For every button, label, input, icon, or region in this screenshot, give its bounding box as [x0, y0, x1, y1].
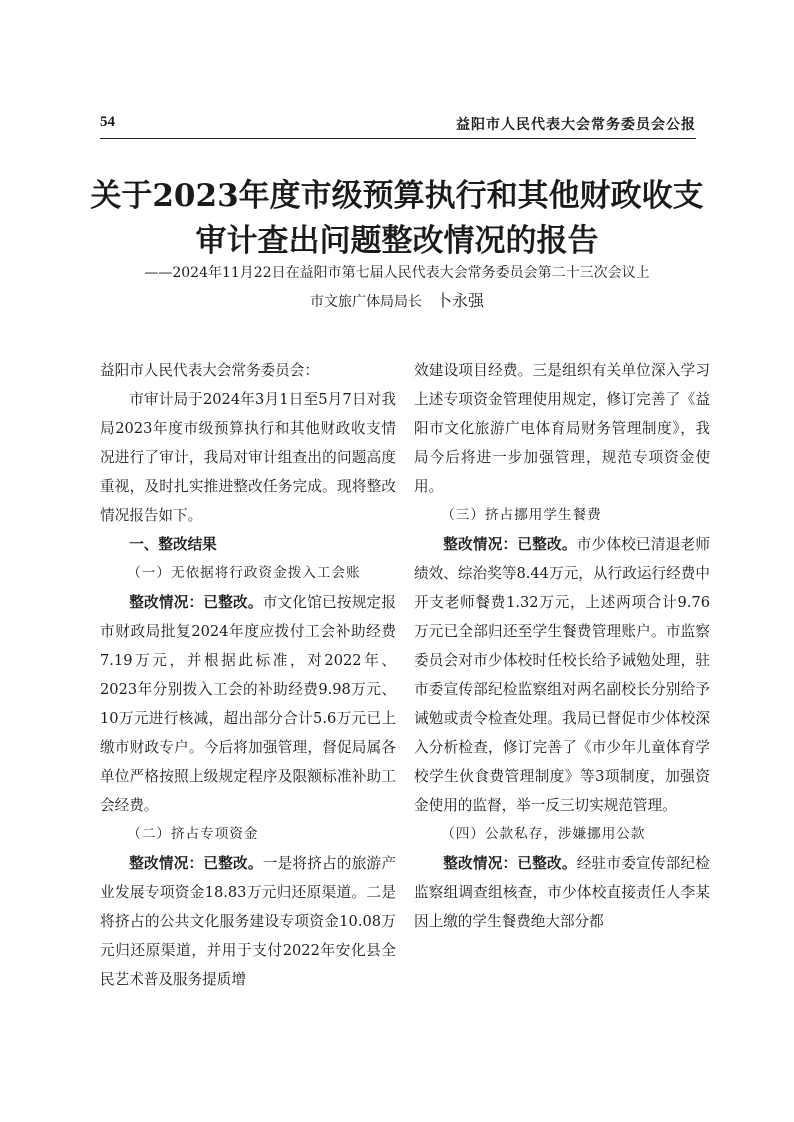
salutation: 益阳市人民代表大会常务委员会： [100, 362, 319, 379]
page-header [100, 114, 696, 138]
item-heading-3: （三）挤占挪用学生餐费 [441, 507, 602, 523]
item-paragraph-4 [414, 849, 710, 936]
item-heading-1: （一）无依据将行政资金拨入工会账 [127, 565, 361, 581]
item-text-1: 市文化馆已按规定报市财政局批复2024年度应拨付工会补助经费7.19万元，并根据此标准，对2022年、2023年分别拨入工会的补助经费9.98万元、10万元进行核减，超出部分合计5.6万元已上缴市财政专户。今后将加强管理，督促局属各单位严格按照上级规定程序及限额标准补助工会经费。 [100, 594, 396, 814]
section-heading-results: 一、整改结果 [129, 536, 217, 553]
report-subtitle: ——2024年11月22日在益阳市第七届人民代表大会常务委员会第二十三次会议上 [144, 265, 650, 281]
intro-paragraph: 市审计局于2024年3月1日至5月7日对我局2023年度市级预算执行和其他财政收支情况进行了审计，我局对审计组查出的问题高度重视，及时扎实推进整改任务完成。现将整改情况报告如下。 [100, 391, 396, 524]
speaker-name: 卜永强 [435, 291, 484, 310]
item-text-3: 市少体校已清退老师绩效、综治奖等8.44万元，从行政运行经费中开支老师餐费1.32万元，上述两项合计9.76万元已全部归还至学生餐费管理账户。市监察委员会对市少体校时任校长给予诫勉处理，驻市委宣传部纪检监察组对两名副校长分别给予诫勉或责令检查处理。我局已督促市少体校深入分析检查，修订完善了《市少年儿童体育学校学生伙食费管理制度》等3项制度，加强资金使用的监督，举一反三切实规范管理。 [414, 536, 710, 814]
rectification-status-3: 整改情况：已整改。 [443, 536, 577, 553]
rectification-status-1: 整改情况：已整改。 [129, 594, 263, 611]
item-paragraph-1 [100, 588, 396, 820]
speaker-line [80, 290, 714, 313]
item-text-4: 经驻市委宣传部纪检监察组调查组核查，市少体校直接责任人李某因上缴的学生餐费绝大部分都 [414, 855, 710, 930]
left-column [100, 356, 396, 994]
report-title-line-1: 关于2023年度市级预算执行和其他财政收支 [90, 178, 704, 214]
page-number: 54 [100, 114, 115, 130]
report-title-line-2: 审计查出问题整改情况的报告 [195, 223, 599, 259]
item-heading-4: （四）公款私存，涉嫌挪用公款 [441, 826, 646, 842]
rectification-status-2: 整改情况：已整改。 [129, 855, 263, 872]
item-paragraph-2-continued: 效建设项目经费。三是组织有关单位深入学习上述专项资金管理使用规定，修订完善了《益阳市文化旅游广电体育局财务管理制度》，我局今后将进一步加强管理，规范专项资金使用。 [414, 362, 710, 495]
item-paragraph-3 [414, 530, 710, 820]
item-text-2: 一是将挤占的旅游产业发展专项资金18.83万元归还原渠道。二是将挤占的公共文化服务建设专项资金10.08万元归还原渠道，并用于支付2022年安化县全民艺术普及服务提质增 [100, 855, 396, 988]
header-rule [100, 138, 696, 139]
item-heading-2: （二）挤占专项资金 [127, 826, 259, 842]
right-column [414, 356, 710, 936]
item-paragraph-2 [100, 849, 396, 994]
speaker-role: 市文旅广体局局长 [309, 294, 422, 310]
journal-name: 益阳市人民代表大会常务委员会公报 [456, 117, 696, 133]
rectification-status-4: 整改情况：已整改。 [443, 855, 577, 872]
